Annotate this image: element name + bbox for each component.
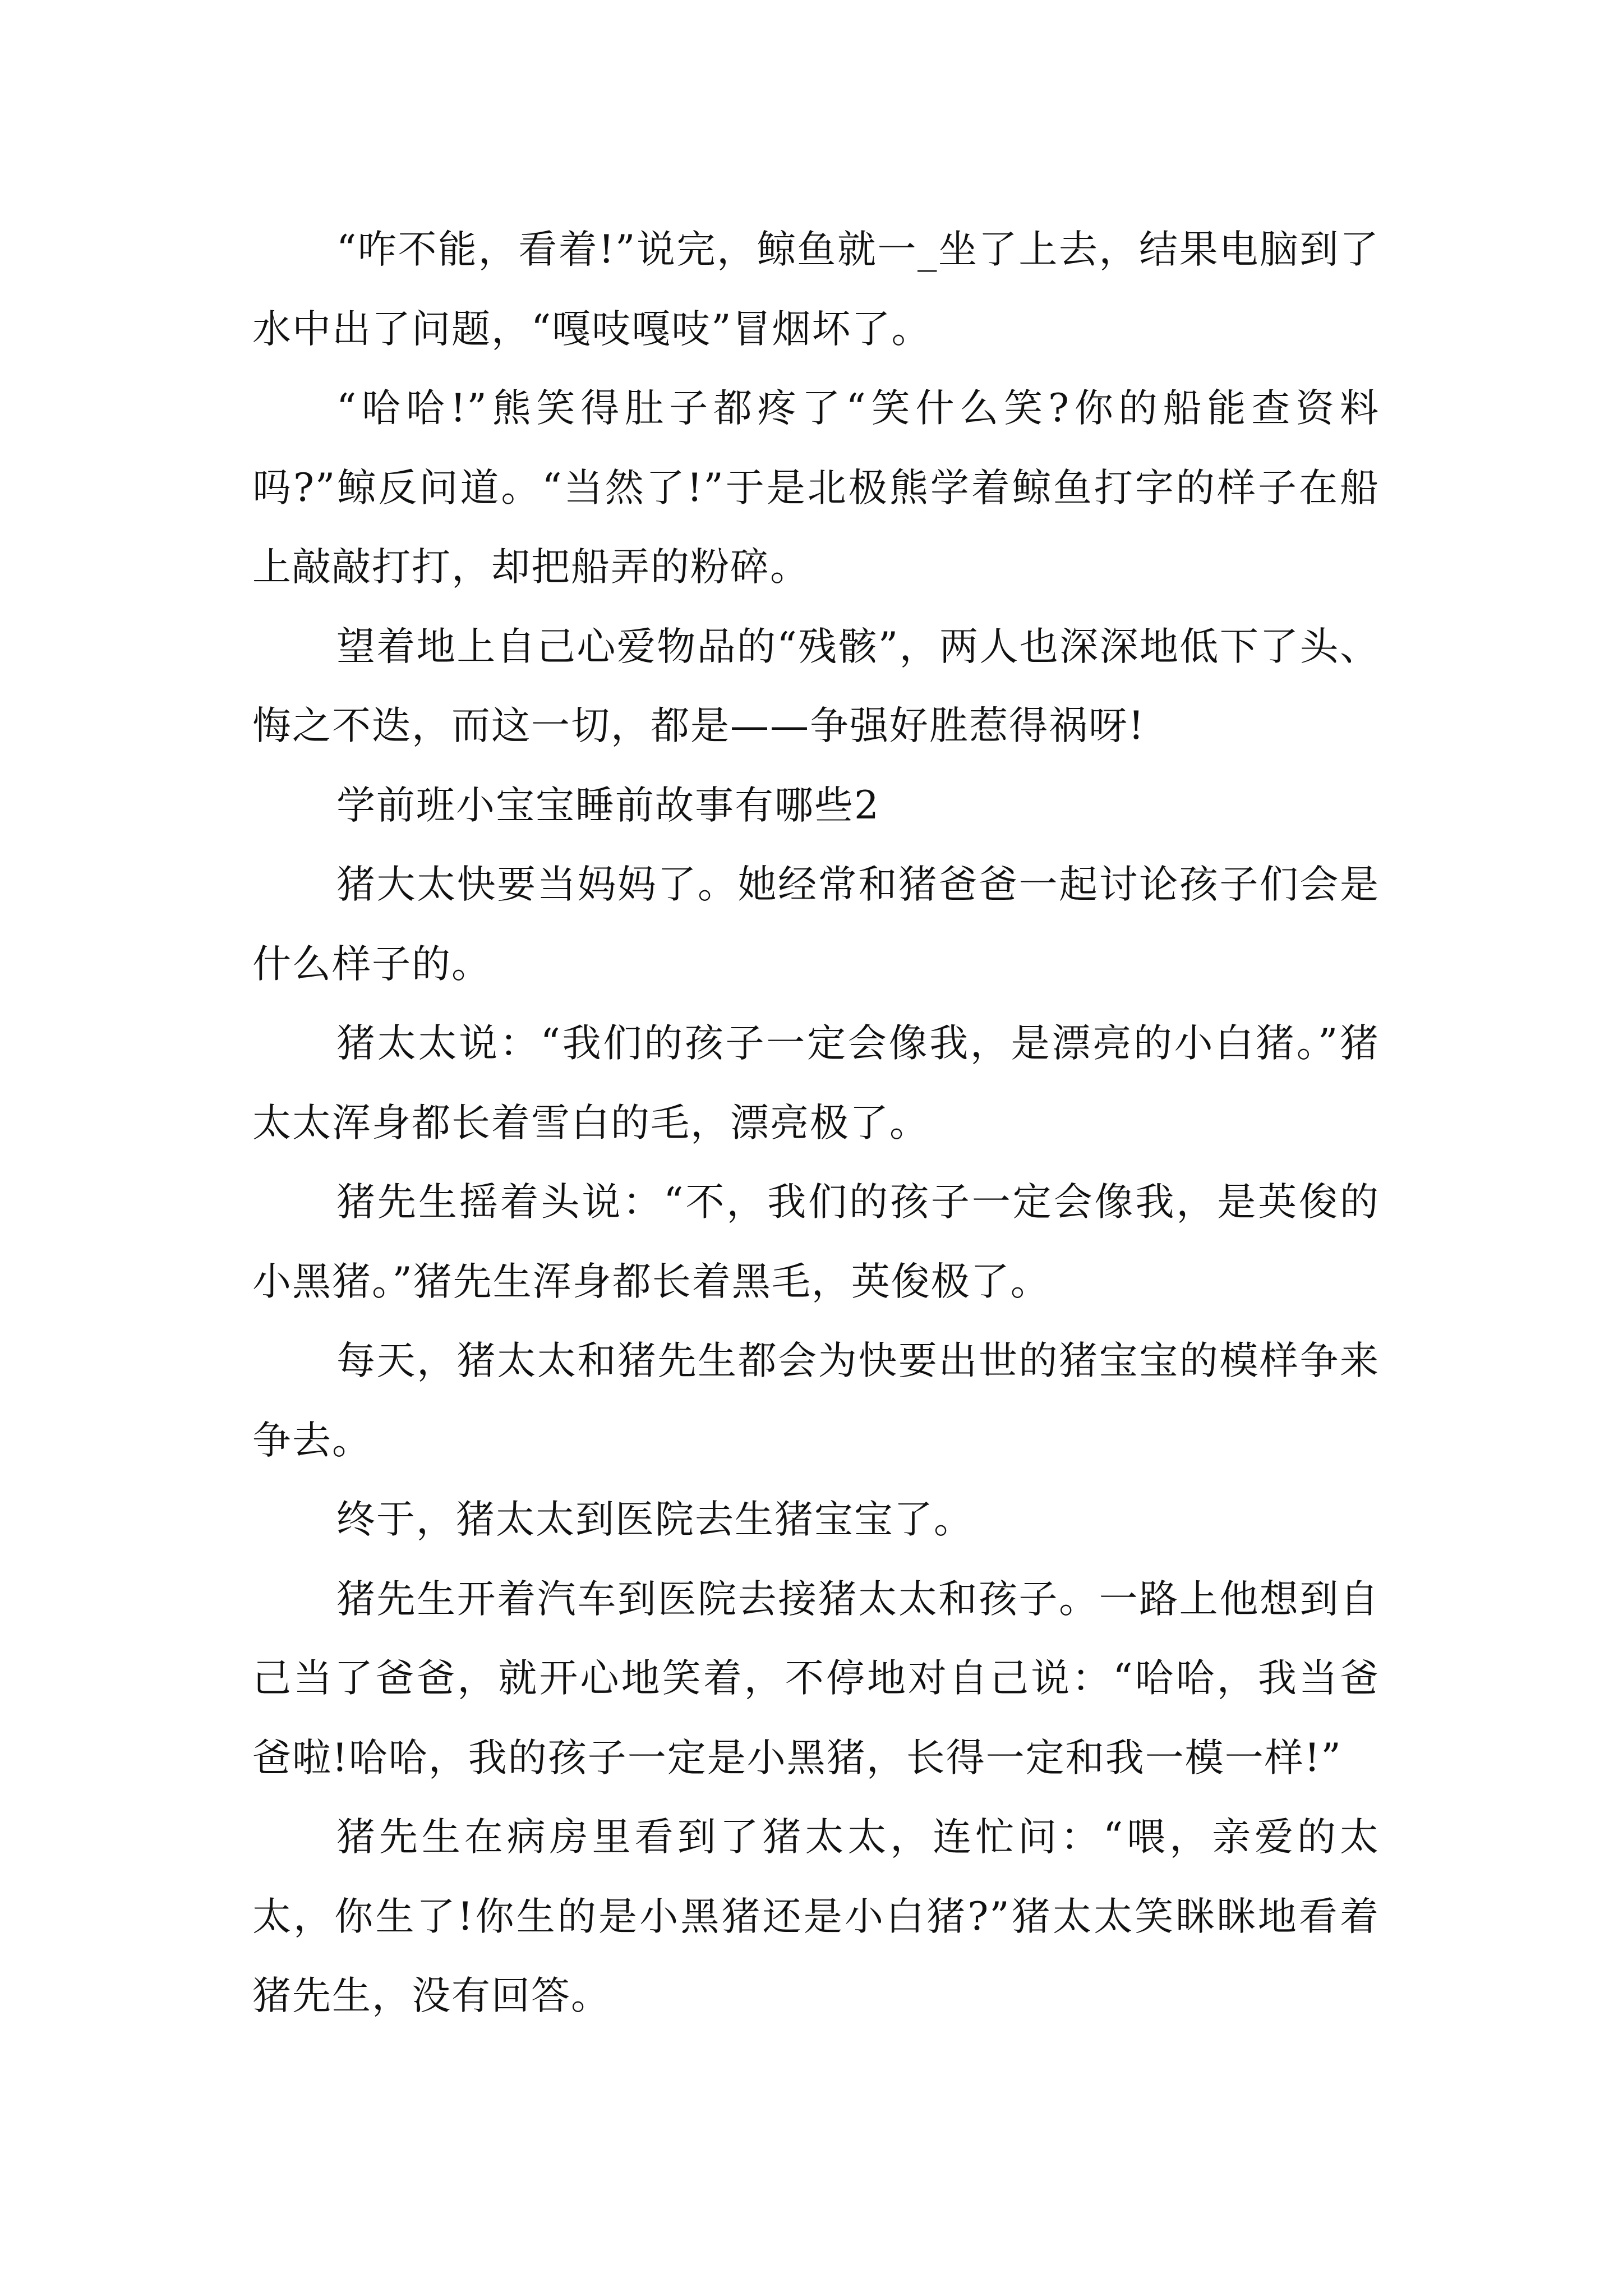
paragraph-5: 猪大太快要当妈妈了。她经常和猪爸爸一起讨论孩子们会是什么样子的。 (252, 862, 1380, 987)
document-body (252, 210, 1380, 2036)
paragraph-1: “咋不能，看着!”说完，鲸鱼就一_坐了上去，结果电脑到了水中出了问题，“嘎吱嘎吱”冒烟坏了。 (252, 227, 1380, 352)
paragraph-9: 终于，猪太太到医院去生猪宝宝了。 (336, 1497, 974, 1542)
paragraph-6: 猪太太说：“我们的孩子一定会像我，是漂亮的小白猪。”猪太太浑身都长着雪白的毛，漂亮极了。 (252, 1021, 1380, 1145)
section-heading: 学前班小宝宝睡前故事有哪些2 (336, 783, 880, 828)
paragraph-11: 猪先生在病房里看到了猪太太，连忙问：“喂，亲爱的太太，你生了!你生的是小黑猪还是小白猪?”猪太太笑眯眯地看着猪先生，没有回答。 (252, 1815, 1380, 2018)
paragraph-10: 猪先生开着汽车到医院去接猪太太和孩子。一路上他想到自己当了爸爸，就开心地笑着，不停地对自己说：“哈哈，我当爸爸啦!哈哈，我的孩子一定是小黑猪，长得一定和我一模一样!” (252, 1576, 1380, 1780)
paragraph-7: 猪先生摇着头说：“不，我们的孩子一定会像我，是英俊的小黑猪。”猪先生浑身都长着黑毛，英俊极了。 (252, 1180, 1380, 1304)
paragraph-3: 望着地上自己心爱物品的“残骸”，两人也深深地低下了头、悔之不迭，而这一切，都是——争强好胜惹得祸呀! (252, 624, 1380, 748)
paragraph-2: “哈哈!”熊笑得肚子都疼了“笑什么笑?你的船能查资料吗?”鲸反问道。“当然了!”于是北极熊学着鲸鱼打字的样子在船上敲敲打打，却把船弄的粉碎。 (252, 386, 1380, 590)
paragraph-8: 每天，猪太太和猪先生都会为快要出世的猪宝宝的模样争来争去。 (252, 1338, 1380, 1463)
